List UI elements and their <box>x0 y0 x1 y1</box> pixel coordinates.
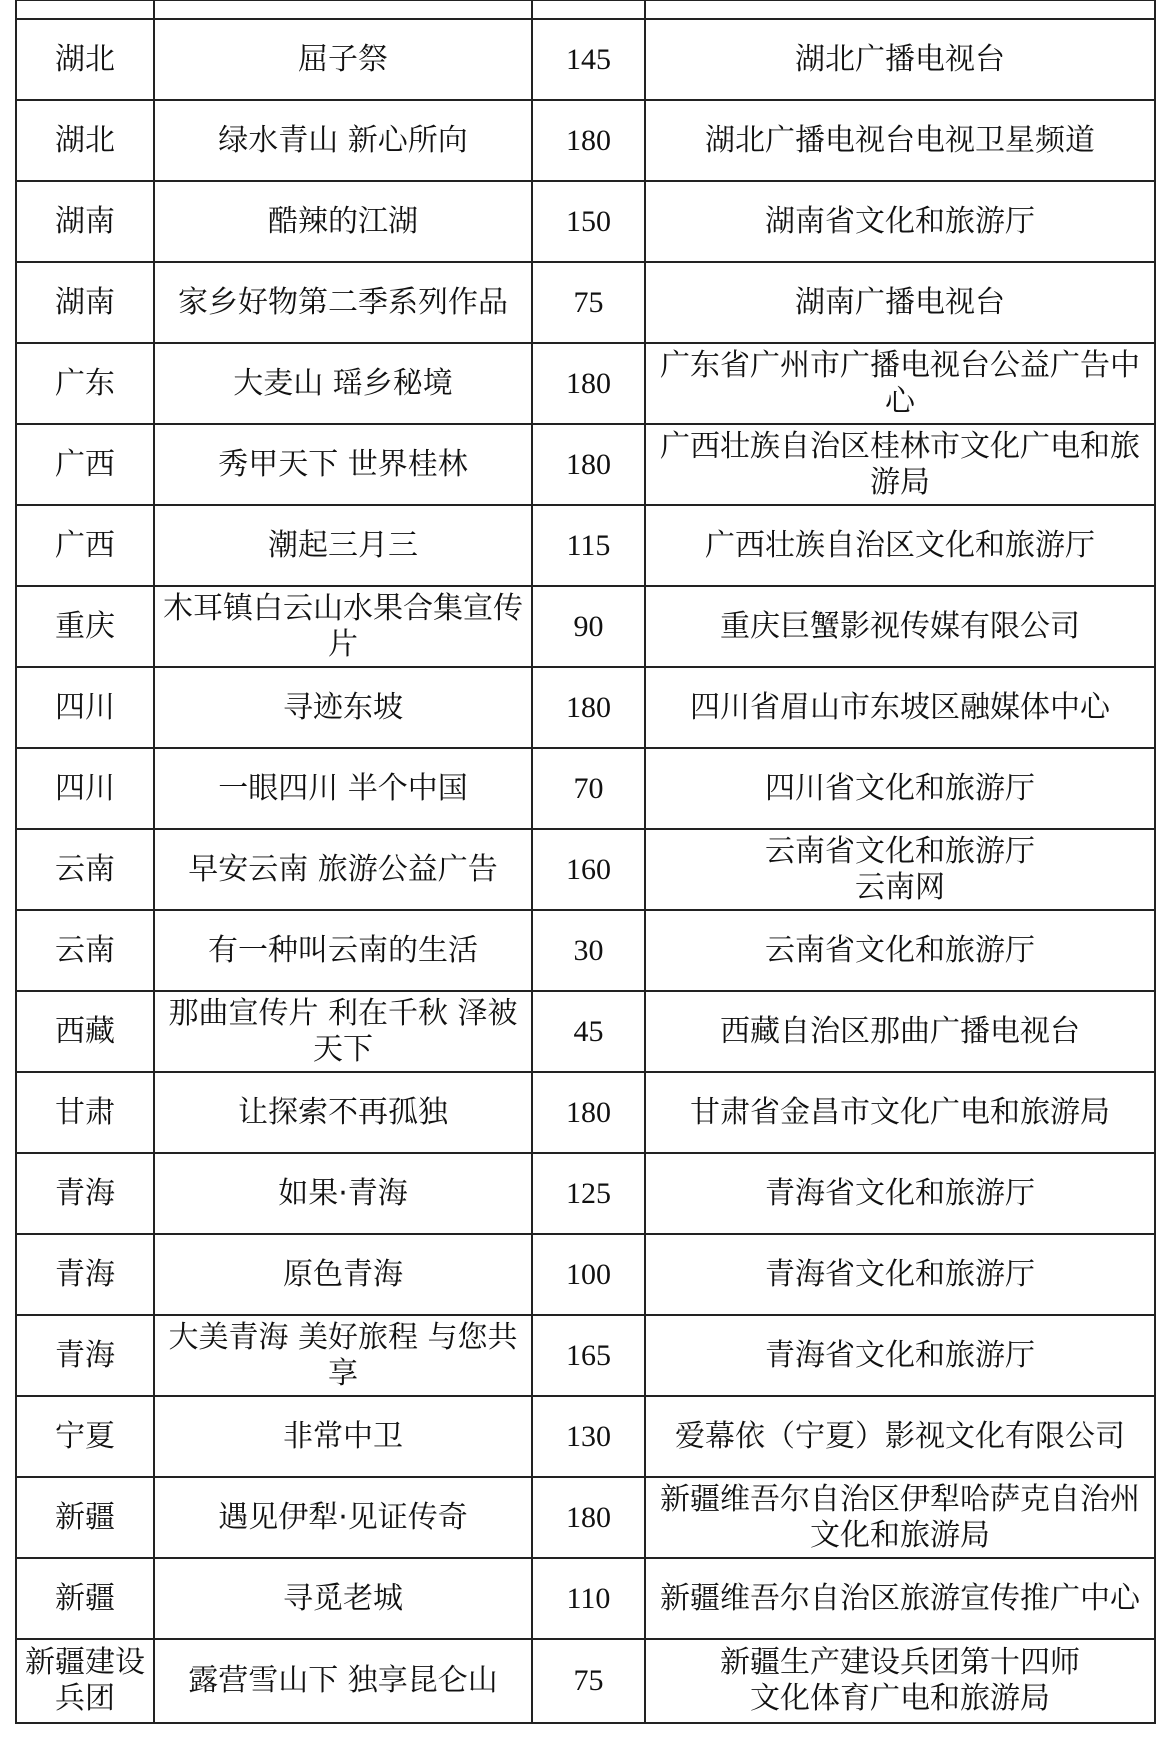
duration-cell: 145 <box>532 19 645 100</box>
table-row <box>16 343 1155 424</box>
unit-cell: 湖北广播电视台 <box>645 19 1155 100</box>
title-cell: 早安云南 旅游公益广告 <box>154 829 532 910</box>
table-row <box>16 1477 1155 1558</box>
title-cell: 寻觅老城 <box>154 1558 532 1639</box>
duration-cell: 150 <box>532 181 645 262</box>
table-row <box>16 1396 1155 1477</box>
duration-cell: 45 <box>532 991 645 1072</box>
duration-cell: 100 <box>532 1234 645 1315</box>
title-cell: 那曲宣传片 利在千秋 泽被天下 <box>154 991 532 1072</box>
title-cell: 绿水青山 新心所向 <box>154 100 532 181</box>
duration-cell: 160 <box>532 829 645 910</box>
unit-cell: 湖南省文化和旅游厅 <box>645 181 1155 262</box>
duration-cell: 180 <box>532 424 645 505</box>
table-row <box>16 586 1155 667</box>
unit-cell: 青海省文化和旅游厅 <box>645 1153 1155 1234</box>
duration-cell: 165 <box>532 1315 645 1396</box>
table-row <box>16 1234 1155 1315</box>
unit-line: 新疆生产建设兵团第十四师 <box>720 1645 1080 1680</box>
table-row <box>16 262 1155 343</box>
region-cell: 青海 <box>16 1315 154 1396</box>
unit-cell: 新疆维吾尔自治区旅游宣传推广中心 <box>645 1558 1155 1639</box>
table-row <box>16 1153 1155 1234</box>
unit-cell: 四川省眉山市东坡区融媒体中心 <box>645 667 1155 748</box>
duration-cell: 130 <box>532 1396 645 1477</box>
unit-cell: 云南省文化和旅游厅 <box>645 910 1155 991</box>
title-cell: 屈子祭 <box>154 19 532 100</box>
unit-cell: 甘肃省金昌市文化广电和旅游局 <box>645 1072 1155 1153</box>
region-cell: 四川 <box>16 667 154 748</box>
duration-cell: 180 <box>532 1477 645 1558</box>
unit-cell: 重庆巨蟹影视传媒有限公司 <box>645 586 1155 667</box>
duration-cell: 180 <box>532 1072 645 1153</box>
unit-cell: 湖北广播电视台电视卫星频道 <box>645 100 1155 181</box>
region-cell: 新疆 <box>16 1558 154 1639</box>
title-cell: 酷辣的江湖 <box>154 181 532 262</box>
unit-cell: 四川省文化和旅游厅 <box>645 748 1155 829</box>
duration-cell: 30 <box>532 910 645 991</box>
duration-cell: 75 <box>532 1639 645 1723</box>
table-row <box>16 424 1155 505</box>
region-cell: 湖南 <box>16 262 154 343</box>
title-cell: 大美青海 美好旅程 与您共享 <box>154 1315 532 1396</box>
unit-cell: 新疆维吾尔自治区伊犁哈萨克自治州文化和旅游局 <box>645 1477 1155 1558</box>
title-cell: 木耳镇白云山水果合集宣传片 <box>154 586 532 667</box>
table-row <box>16 1639 1155 1723</box>
title-cell: 大麦山 瑶乡秘境 <box>154 343 532 424</box>
duration-cell: 70 <box>532 748 645 829</box>
unit-line: 云南网 <box>855 869 945 905</box>
region-cell: 甘肃 <box>16 1072 154 1153</box>
unit-cell <box>645 1639 1155 1723</box>
unit-cell: 青海省文化和旅游厅 <box>645 1234 1155 1315</box>
title-cell: 非常中卫 <box>154 1396 532 1477</box>
region-cell: 重庆 <box>16 586 154 667</box>
title-cell: 家乡好物第二季系列作品 <box>154 262 532 343</box>
unit-line: 云南省文化和旅游厅 <box>765 833 1035 869</box>
table-row <box>16 1558 1155 1639</box>
works-table <box>15 0 1156 1724</box>
region-cell: 湖北 <box>16 19 154 100</box>
region-cell: 新疆 <box>16 1477 154 1558</box>
unit-cell: 青海省文化和旅游厅 <box>645 1315 1155 1396</box>
title-cell: 原色青海 <box>154 1234 532 1315</box>
table-row <box>16 19 1155 100</box>
region-cell: 青海 <box>16 1234 154 1315</box>
unit-cell: 广西壮族自治区桂林市文化广电和旅游局 <box>645 424 1155 505</box>
table-row <box>16 748 1155 829</box>
title-cell: 让探索不再孤独 <box>154 1072 532 1153</box>
table-row <box>16 910 1155 991</box>
table-row <box>16 1072 1155 1153</box>
duration-cell: 180 <box>532 100 645 181</box>
unit-cell: 西藏自治区那曲广播电视台 <box>645 991 1155 1072</box>
unit-cell: 广东省广州市广播电视台公益广告中心 <box>645 343 1155 424</box>
document-page <box>15 0 1154 1740</box>
region-cell: 广西 <box>16 505 154 586</box>
duration-cell: 110 <box>532 1558 645 1639</box>
region-cell: 四川 <box>16 748 154 829</box>
table-row <box>16 181 1155 262</box>
title-cell: 有一种叫云南的生活 <box>154 910 532 991</box>
region-cell: 宁夏 <box>16 1396 154 1477</box>
region-cell: 云南 <box>16 829 154 910</box>
table-row <box>16 505 1155 586</box>
region-cell: 西藏 <box>16 991 154 1072</box>
duration-cell: 115 <box>532 505 645 586</box>
unit-cell: 广西壮族自治区文化和旅游厅 <box>645 505 1155 586</box>
unit-cell: 湖南广播电视台 <box>645 262 1155 343</box>
table-row <box>16 100 1155 181</box>
title-cell: 秀甲天下 世界桂林 <box>154 424 532 505</box>
title-cell: 一眼四川 半个中国 <box>154 748 532 829</box>
region-cell: 新疆建设兵团 <box>16 1639 154 1723</box>
duration-cell: 90 <box>532 586 645 667</box>
region-cell: 广东 <box>16 343 154 424</box>
table-row-cut-top <box>16 0 1155 19</box>
region-cell: 湖南 <box>16 181 154 262</box>
table-row <box>16 991 1155 1072</box>
table-row <box>16 1315 1155 1396</box>
region-cell: 广西 <box>16 424 154 505</box>
region-cell: 湖北 <box>16 100 154 181</box>
title-cell: 潮起三月三 <box>154 505 532 586</box>
table-row <box>16 667 1155 748</box>
duration-cell: 125 <box>532 1153 645 1234</box>
duration-cell: 180 <box>532 667 645 748</box>
region-cell: 青海 <box>16 1153 154 1234</box>
title-cell: 露营雪山下 独享昆仑山 <box>154 1639 532 1723</box>
title-cell: 寻迹东坡 <box>154 667 532 748</box>
duration-cell: 180 <box>532 343 645 424</box>
duration-cell: 75 <box>532 262 645 343</box>
unit-cell <box>645 829 1155 910</box>
table-row <box>16 829 1155 910</box>
title-cell: 遇见伊犁·见证传奇 <box>154 1477 532 1558</box>
unit-cell: 爱幕依（宁夏）影视文化有限公司 <box>645 1396 1155 1477</box>
region-cell: 云南 <box>16 910 154 991</box>
unit-line: 文化体育广电和旅游局 <box>750 1681 1050 1716</box>
title-cell: 如果·青海 <box>154 1153 532 1234</box>
